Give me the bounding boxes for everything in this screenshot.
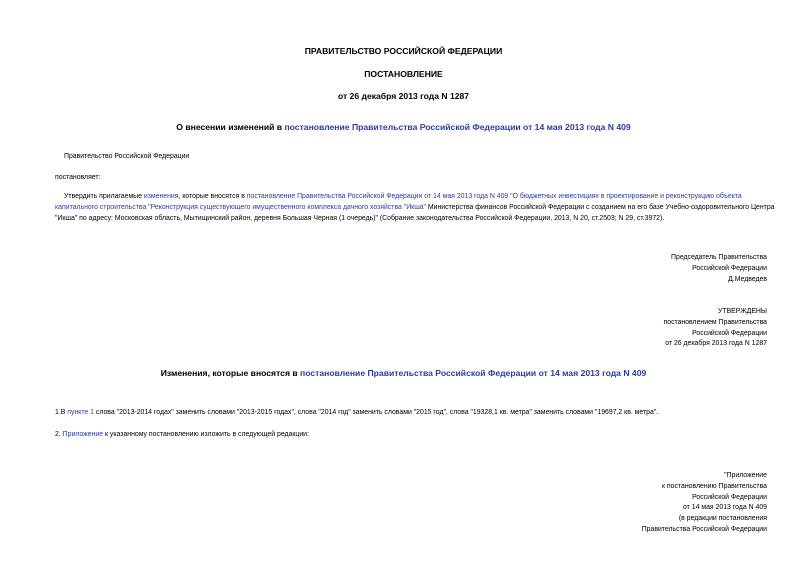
appendix-line-1: "Приложение bbox=[724, 472, 767, 479]
document-title bbox=[0, 122, 807, 132]
appendix-line-3: Российской Федерации bbox=[692, 493, 767, 501]
date-number-heading: от 26 декабря 2013 года N 1287 bbox=[337, 91, 470, 101]
changes-title-link[interactable]: постановление Правительства Российской Федерации от 14 мая 2013 года N 409 bbox=[300, 368, 647, 378]
approved-line-1: УТВЕРЖДЕНЫ bbox=[718, 308, 767, 315]
signature-line-2: Российской Федерации bbox=[692, 264, 767, 272]
resolution-409-link[interactable]: постановление Правительства Российской Федерации от 14 мая 2013 года N 409 "О бюджетных инвестициях в проектирование и реконструкцию объекта капитального строительства "Реконструкция существующего имущественного комплекса дачного хозяйства "Икша" bbox=[55, 193, 742, 211]
changes-link[interactable]: изменения bbox=[143, 193, 179, 200]
appendix-line-2: к постановлению Правительства bbox=[661, 482, 767, 490]
changes-title-prefix: Изменения, которые вносятся в bbox=[160, 368, 301, 378]
signature-line-1: Председатель Правительства bbox=[671, 254, 767, 261]
approved-block bbox=[664, 307, 768, 350]
approved-line-3: Российской Федерации bbox=[692, 329, 767, 337]
government-heading: ПРАВИТЕЛЬСТВО РОССИЙСКОЙ ФЕДЕРАЦИИ bbox=[304, 46, 503, 56]
body-paragraph-1: Утвердить прилагаемые изменения, которые вносятся в постановление Правительства Российской Федерации от 14 мая 2013 года N 409 "О бюджетных инвестициях в проектирование и реконструкцию объекта капитального строительства "Реконструкция существующего имущественного комплекса дачного хозяйства "Икша" Министерства финансов Российской Федерации с созданием на его базе Учебно-оздоровительного Центра "Икша" по адресу: Московская область, Мытищинский район, деревня Большая Черная (1 очередь)" (Собрание законодательства Российской Федерации, 2013, N 20, ст.2503; N 29, ст.3972). bbox=[55, 193, 775, 222]
signature-line-3: Д.Медведев bbox=[728, 275, 767, 283]
body-line-government: Правительство Российской Федерации bbox=[64, 153, 190, 160]
body-line-decides: постановляет: bbox=[55, 174, 101, 181]
appendix-line-4: от 14 мая 2013 года N 409 bbox=[683, 504, 767, 512]
title-prefix: О внесении изменений в bbox=[176, 122, 285, 132]
appendix-line-6: Правительства Российской Федерации bbox=[641, 525, 767, 533]
approved-line-2: постановлением Правительства bbox=[663, 318, 767, 326]
doc-type-heading: ПОСТАНОВЛЕНИЕ bbox=[364, 69, 443, 79]
item-1: 1.В пункте 1 слова "2013-2014 годах" заменить словами "2013-2015 годах", слова "2014 год" заменить словами "2015 год", слова "19328,1 кв. метра" заменить словами "19697,2 кв. метра". bbox=[55, 409, 659, 416]
approved-line-4: от 26 декабря 2013 года N 1287 bbox=[665, 340, 767, 348]
title-link[interactable]: постановление Правительства Российской Федерации от 14 мая 2013 года N 409 bbox=[284, 122, 631, 132]
clause-1-link[interactable]: пункте 1 bbox=[67, 409, 94, 416]
signature-block bbox=[671, 253, 767, 285]
appendix-line-5: (в редакции постановления bbox=[678, 515, 767, 523]
appendix-link[interactable]: Приложение bbox=[62, 431, 104, 438]
item-2: 2. Приложение к указанному постановлению изложить в следующей редакции: bbox=[55, 431, 309, 438]
changes-title bbox=[0, 368, 807, 378]
appendix-block bbox=[642, 471, 767, 536]
